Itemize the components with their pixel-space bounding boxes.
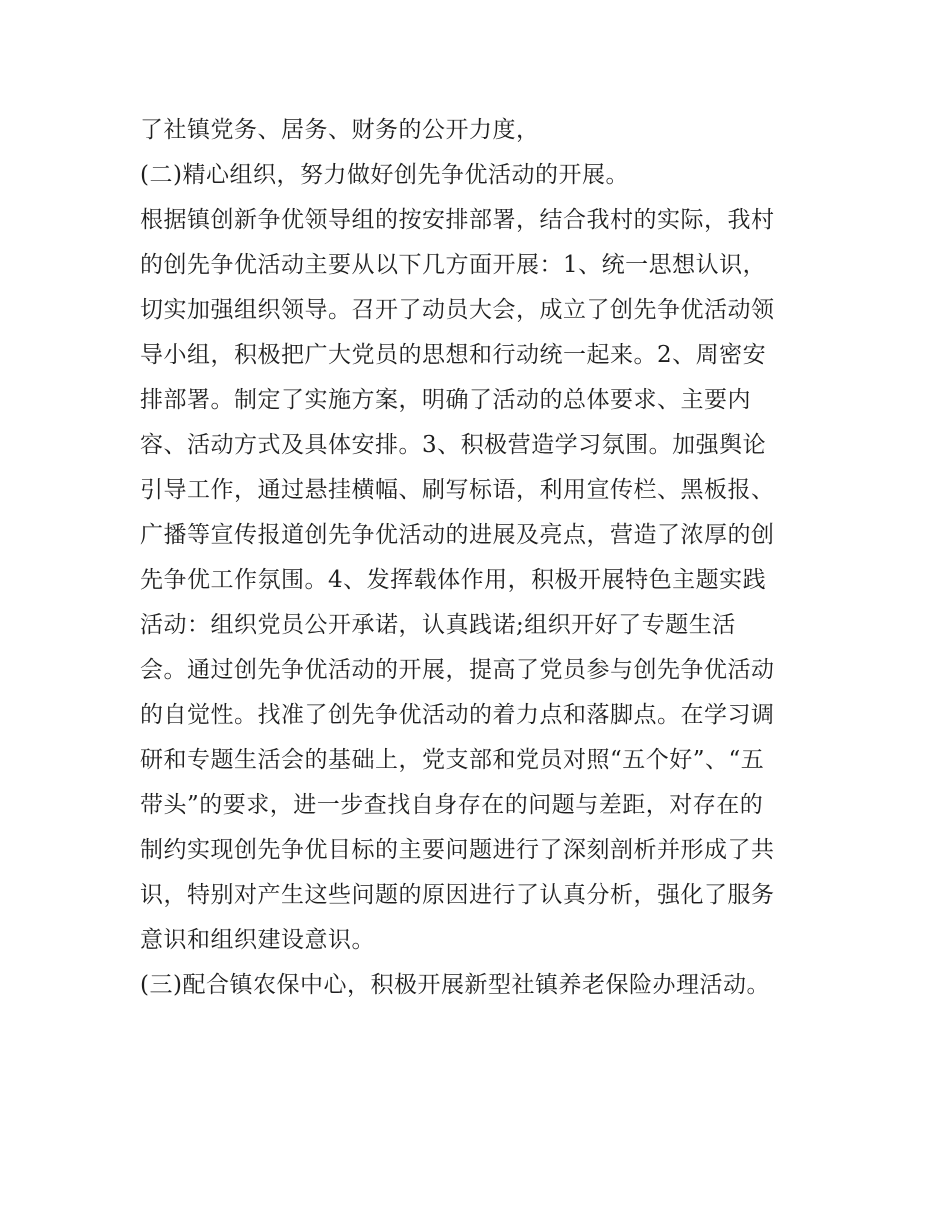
- text-line: 活动：组织党员公开承诺，认真践诺;组织开好了专题生活: [140, 612, 736, 638]
- section-heading: (三)配合镇农保中心，积极开展新型社镇养老保险办理活动。: [140, 972, 770, 998]
- text-line: 排部署。制定了实施方案，明确了活动的总体要求、主要内: [140, 387, 751, 413]
- text-line: 广播等宣传报道创先争优活动的进展及亮点，营造了浓厚的创: [140, 522, 775, 548]
- document-body: [140, 108, 820, 1008]
- text-line: 的创先争优活动主要从以下几方面开展：1、统一思想认识，: [140, 252, 767, 278]
- text-line: 了社镇党务、居务、财务的公开力度，: [140, 117, 540, 143]
- text-line: 的自觉性。找准了创先争优活动的着力点和落脚点。在学习调: [140, 702, 775, 728]
- text-line: 制约实现创先争优目标的主要问题进行了深刻剖析并形成了共: [140, 837, 775, 863]
- text-line: 引导工作，通过悬挂横幅、刷写标语，利用宣传栏、黑板报、: [140, 477, 775, 503]
- text-line: 切实加强组织领导。召开了动员大会，成立了创先争优活动领: [140, 297, 775, 323]
- text-line: 研和专题生活会的基础上，党支部和党员对照“五个好”、“五: [140, 747, 765, 773]
- text-line: 根据镇创新争优领导组的按安排部署，结合我村的实际，我村: [140, 207, 775, 233]
- text-line: 带头”的要求，进一步查找自身存在的问题与差距，对存在的: [140, 792, 764, 818]
- text-line: 意识和组织建设意识。: [140, 927, 375, 953]
- text-line: 导小组，积极把广大党员的思想和行动统一起来。2、周密安: [140, 342, 767, 368]
- text-line: 识，特别对产生这些问题的原因进行了认真分析，强化了服务: [140, 882, 775, 908]
- section-heading: (二)精心组织，努力做好创先争优活动的开展。: [140, 162, 629, 188]
- text-line: 会。通过创先争优活动的开展，提高了党员参与创先争优活动: [140, 657, 775, 683]
- text-line: 容、活动方式及具体安排。3、积极营造学习氛围。加强舆论: [140, 432, 767, 458]
- text-line: 先争优工作氛围。4、发挥载体作用，积极开展特色主题实践: [140, 567, 767, 593]
